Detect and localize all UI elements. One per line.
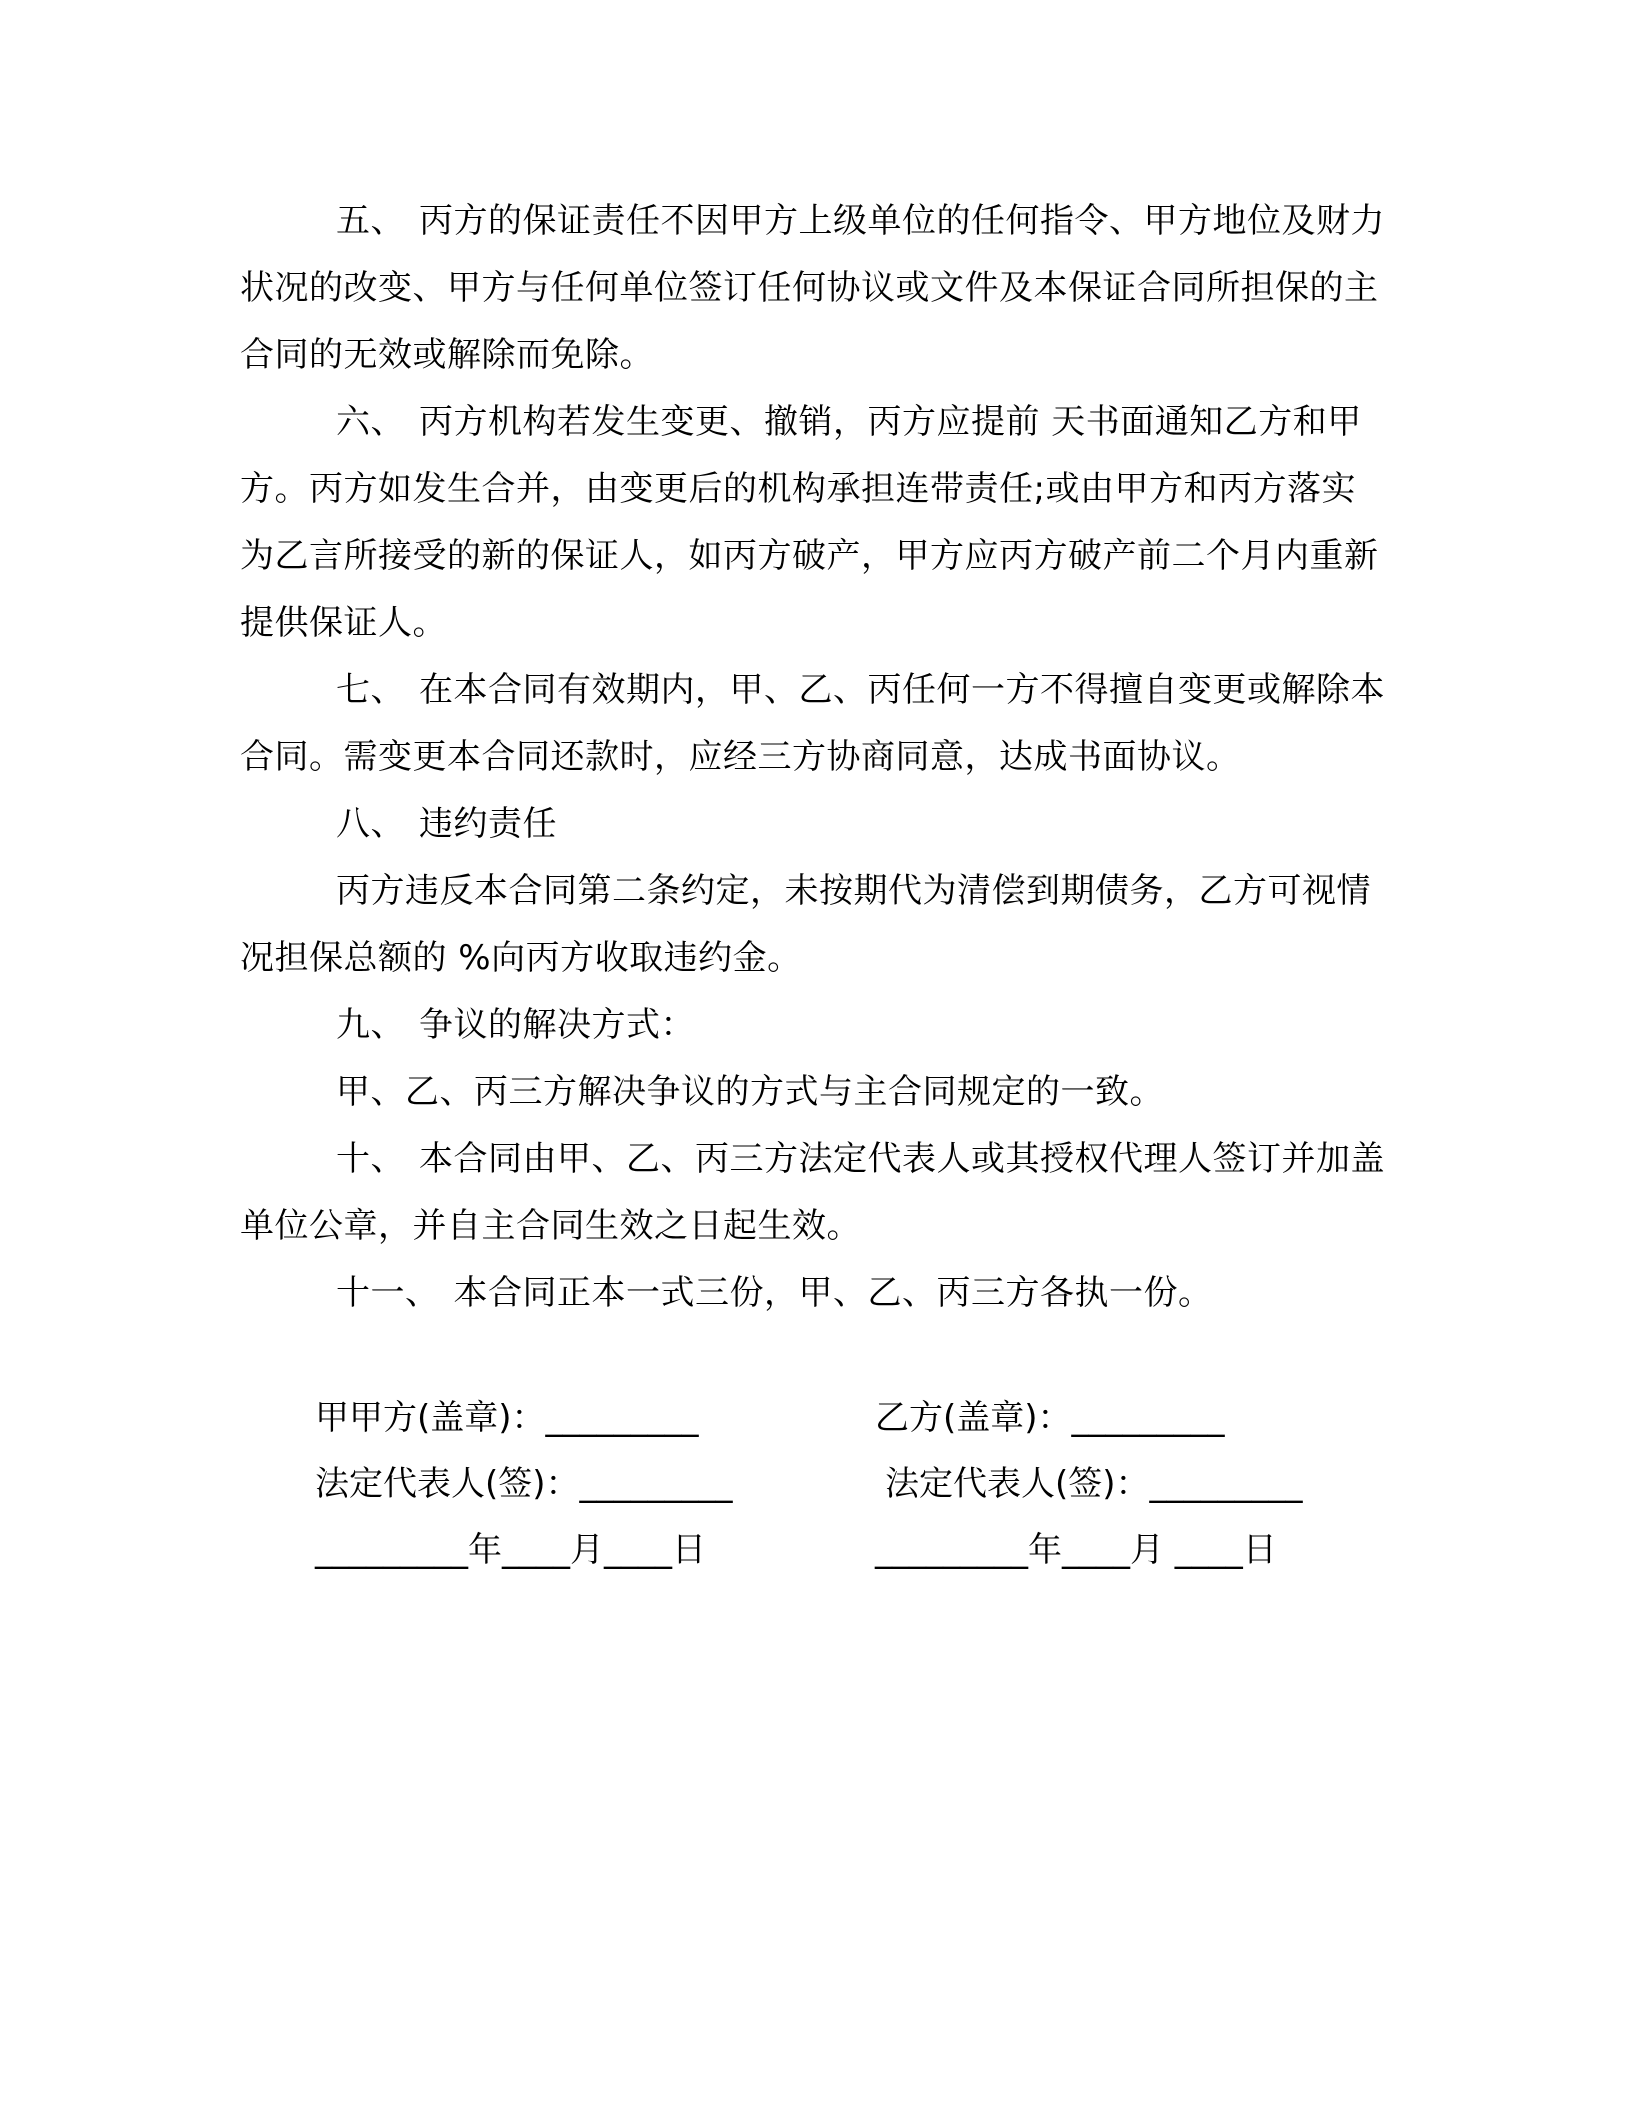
clause-6 — [240, 389, 1390, 657]
clause-11 — [240, 1260, 1390, 1327]
party-a-signature — [315, 1385, 733, 1583]
clause-text: 违约责任 — [419, 804, 557, 844]
clause-number: 七、 — [336, 670, 405, 710]
clause-10 — [240, 1126, 1390, 1260]
contract-body — [240, 188, 1390, 1327]
party-b-seal-line: 乙方(盖章)：_________ — [875, 1398, 1225, 1438]
clause-number: 六、 — [336, 402, 405, 442]
clause-7 — [240, 657, 1390, 791]
clause-number: 八、 — [336, 804, 405, 844]
party-a-representative-line: 法定代表人(签)：_________ — [315, 1464, 733, 1504]
clause-text: 在本合同有效期内，甲、乙、丙任何一方不得擅自变更或解除本合同。需变更本合同还款时，应经三方协商同意，达成书面协议。 — [240, 670, 1385, 777]
clause-text: 争议的解决方式： — [419, 1005, 695, 1045]
clause-text: 甲、乙、丙三方解决争议的方式与主合同规定的一致。 — [336, 1072, 1164, 1112]
clause-9-detail — [240, 1059, 1390, 1126]
clause-text: 丙方机构若发生变更、撤销，丙方应提前 天书面通知乙方和甲方。丙方如发生合并，由变更后的机构承担连带责任;或由甲方和丙方落实为乙言所接受的新的保证人，如丙方破产，甲方应丙方破产前二个月内重新提供保证人。 — [240, 402, 1379, 643]
clause-number: 九、 — [336, 1005, 405, 1045]
clause-text: 丙方的保证责任不因甲方上级单位的任何指令、甲方地位及财力状况的改变、甲方与任何单位签订任何协议或文件及本保证合同所担保的主合同的无效或解除而免除。 — [240, 201, 1385, 375]
party-a-date-line: _________年____月____日 — [315, 1530, 706, 1570]
clause-5 — [240, 188, 1390, 389]
party-b-signature — [875, 1385, 1303, 1583]
clause-text: 本合同正本一式三份，甲、乙、丙三方各执一份。 — [453, 1273, 1213, 1313]
clause-number: 十、 — [336, 1139, 405, 1179]
clause-9 — [240, 992, 1390, 1059]
clause-text: 丙方违反本合同第二条约定，未按期代为清偿到期债务，乙方可视情况担保总额的 %向丙方收取违约金。 — [240, 871, 1371, 978]
clause-number: 五、 — [336, 201, 405, 241]
clause-number: 十一、 — [336, 1273, 440, 1313]
clause-8 — [240, 791, 1390, 858]
party-a-seal-line: 甲甲方(盖章)：_________ — [315, 1398, 699, 1438]
party-b-date-line: _________年____月 ____日 — [875, 1530, 1277, 1570]
clause-text: 本合同由甲、乙、丙三方法定代表人或其授权代理人签订并加盖单位公章，并自主合同生效之日起生效。 — [240, 1139, 1385, 1246]
party-b-representative-line: 法定代表人(签)：_________ — [885, 1464, 1303, 1504]
clause-8-detail — [240, 858, 1390, 992]
